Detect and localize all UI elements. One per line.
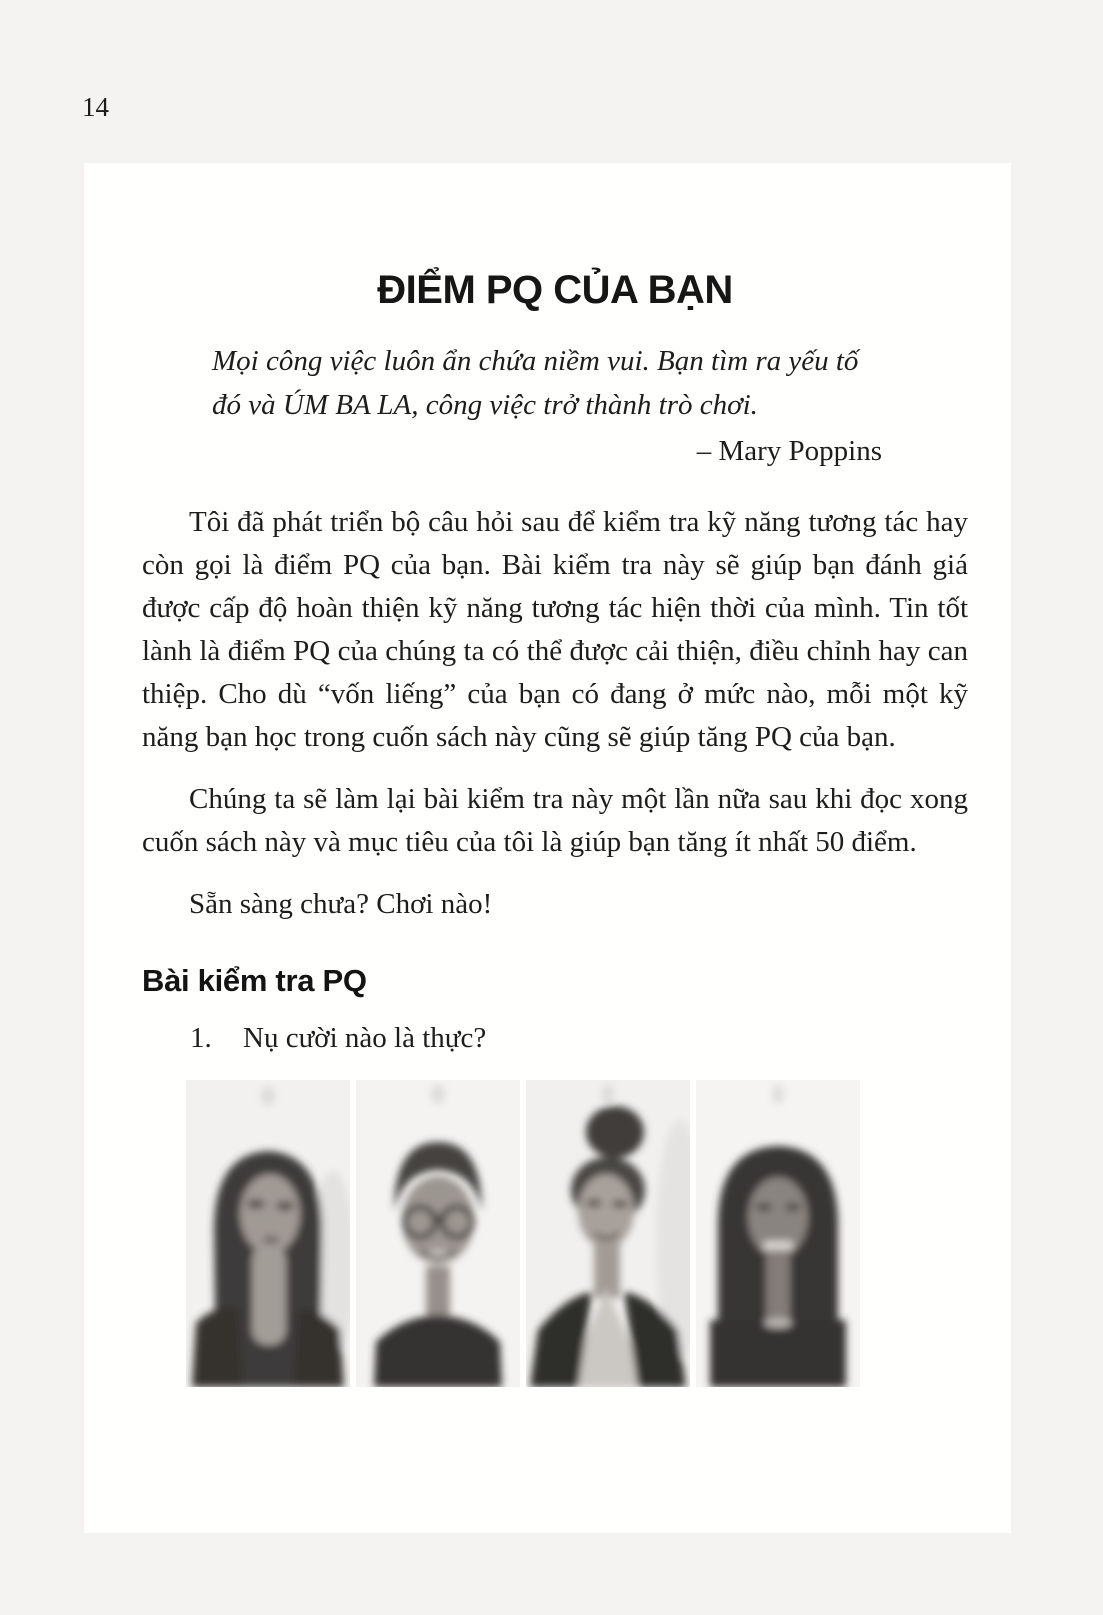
page-content — [142, 163, 968, 1387]
smile-photo-4 — [696, 1080, 860, 1387]
page-number: 14 — [82, 92, 109, 122]
question-text: Nụ cười nào là thực? — [243, 1022, 487, 1054]
chapter-title: ĐIỂM PQ CỦA BẠN — [377, 268, 733, 312]
portrait-image — [526, 1080, 690, 1387]
portrait-image — [186, 1080, 350, 1387]
smile-photo-1 — [186, 1080, 350, 1387]
paragraph: Tôi đã phát triển bộ câu hỏi sau để kiểm tra kỹ năng tương tác hay còn gọi là điểm PQ của bạn. Bài kiểm tra này sẽ giúp bạn đánh giá được cấp độ hoàn thiện kỹ năng tương tác hiện thời của mình. Tin tốt lành là điểm PQ của chúng ta có thể được cải thiện, điều chỉnh hay can thiệp. Cho dù “vốn liếng” của bạn có đang ở mức nào, mỗi một kỹ năng bạn học trong cuốn sách này cũng sẽ giúp tăng PQ của bạn. — [142, 506, 968, 753]
section-heading: Bài kiểm tra PQ — [142, 963, 367, 998]
quiz-question-1 — [142, 1018, 968, 1058]
smile-photos-row — [186, 1080, 862, 1387]
portrait-image — [356, 1080, 520, 1387]
smile-photo-3 — [526, 1080, 690, 1387]
paragraph: Chúng ta sẽ làm lại bài kiểm tra này một lần nữa sau khi đọc xong cuốn sách này và mục tiêu của tôi là giúp bạn tăng ít nhất 50 điểm. — [142, 783, 968, 858]
question-number: 1. — [190, 1022, 212, 1054]
portrait-image — [696, 1080, 860, 1387]
epigraph-attribution: – Mary Poppins — [696, 435, 882, 467]
paragraph: Sẵn sàng chưa? Chơi nào! — [189, 888, 493, 920]
smile-photo-2 — [356, 1080, 520, 1387]
page-card — [84, 163, 1011, 1533]
epigraph-quote: Mọi công việc luôn ẩn chứa niềm vui. Bạn tìm ra yếu tố đó và ÚM BA LA, công việc trở thành trò chơi. — [212, 345, 859, 421]
